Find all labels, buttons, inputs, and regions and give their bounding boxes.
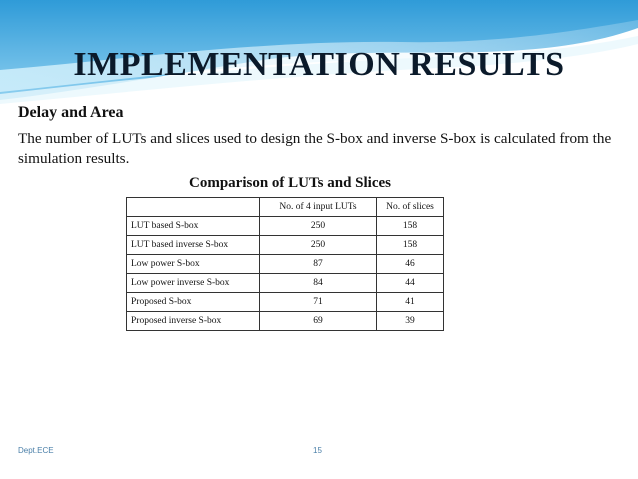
table-cell-luts: 69 (260, 312, 377, 331)
comparison-table (126, 197, 444, 331)
section-heading: Delay and Area (18, 104, 124, 121)
table-row (127, 293, 444, 312)
footer-department: Dept.ECE (18, 446, 54, 455)
table-row (127, 217, 444, 236)
table-header-blank (127, 198, 260, 217)
table-header-slices: No. of slices (377, 198, 444, 217)
table-cell-luts: 71 (260, 293, 377, 312)
table-cell-luts: 87 (260, 255, 377, 274)
table-header-row (127, 198, 444, 217)
table-cell-luts: 84 (260, 274, 377, 293)
table-row (127, 236, 444, 255)
slide-title: IMPLEMENTATION RESULTS (73, 46, 565, 83)
table-cell-design: LUT based S-box (127, 217, 260, 236)
table-cell-design: LUT based inverse S-box (127, 236, 260, 255)
table-cell-slices: 41 (377, 293, 444, 312)
table-caption: Comparison of LUTs and Slices (189, 175, 391, 191)
table-row (127, 274, 444, 293)
body-paragraph: The number of LUTs and slices used to design the S-box and inverse S-box is calculated from the simulation results. (18, 130, 612, 167)
table-cell-slices: 158 (377, 236, 444, 255)
table-cell-design: Low power inverse S-box (127, 274, 260, 293)
table-cell-slices: 46 (377, 255, 444, 274)
table-cell-slices: 39 (377, 312, 444, 331)
table-row (127, 255, 444, 274)
table-cell-design: Low power S-box (127, 255, 260, 274)
page-number: 15 (313, 446, 322, 455)
table-cell-luts: 250 (260, 217, 377, 236)
table-cell-design: Proposed S-box (127, 293, 260, 312)
table-cell-luts: 250 (260, 236, 377, 255)
table-header-luts: No. of 4 input LUTs (260, 198, 377, 217)
table-row (127, 312, 444, 331)
table-cell-slices: 158 (377, 217, 444, 236)
table-cell-slices: 44 (377, 274, 444, 293)
table-cell-design: Proposed inverse S-box (127, 312, 260, 331)
